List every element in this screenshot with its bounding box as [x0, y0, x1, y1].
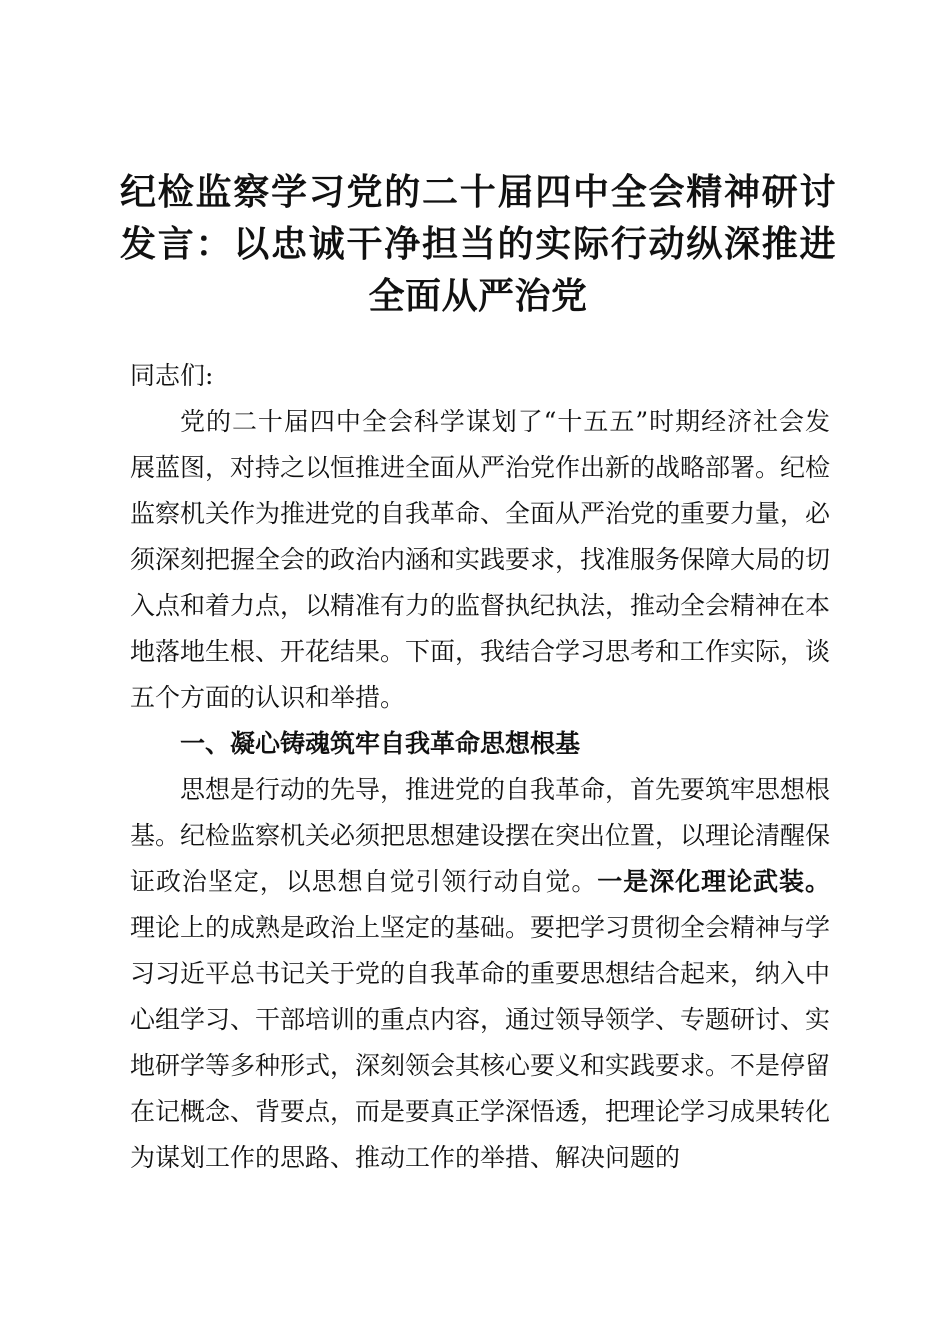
document-body: [130, 353, 830, 1181]
document-title: 纪检监察学习党的二十届四中全会精神研讨发言：以忠诚干净担当的实际行动纵深推进全面从严治党: [120, 171, 836, 317]
greeting: 同志们:: [130, 361, 214, 390]
section-heading: 一、凝心铸魂筑牢自我革命思想根基: [180, 729, 581, 758]
intro-paragraph: 党的二十届四中全会科学谋划了“十五五”时期经济社会发展蓝图，对持之以恒推进全面从严治党作出新的战略部署。纪检监察机关作为推进党的自我革命、全面从严治党的重要力量，必须深刻把握全会的政治内涵和实践要求，找准服务保障大局的切入点和着力点，以精准有力的监督执纪执法，推动全会精神在本地落地生根、开花结果。下面，我结合学习思考和工作实际，谈五个方面的认识和举措。: [130, 407, 831, 712]
section-paragraph: [130, 767, 830, 1181]
section-lead: 思想是行动的先导，推进党的自我革命，首先要筑牢思想根基。纪检监察机关必须把思想建设摆在突出位置，以理论清醒保证政治坚定，以思想自觉引领行动自觉。: [130, 775, 831, 896]
point-one-title: 一是深化理论武装。: [597, 867, 830, 896]
point-one-text: 理论上的成熟是政治上坚定的基础。要把学习贯彻全会精神与学习习近平总书记关于党的自我革命的重要思想结合起来，纳入中心组学习、干部培训的重点内容，通过领导领学、专题研讨、实地研学等多种形式，深刻领会其核心要义和实践要求。不是停留在记概念、背要点，而是要真正学深悟透，把理论学习成果转化为谋划工作的思路、推动工作的举措、解决问题的: [130, 913, 831, 1172]
